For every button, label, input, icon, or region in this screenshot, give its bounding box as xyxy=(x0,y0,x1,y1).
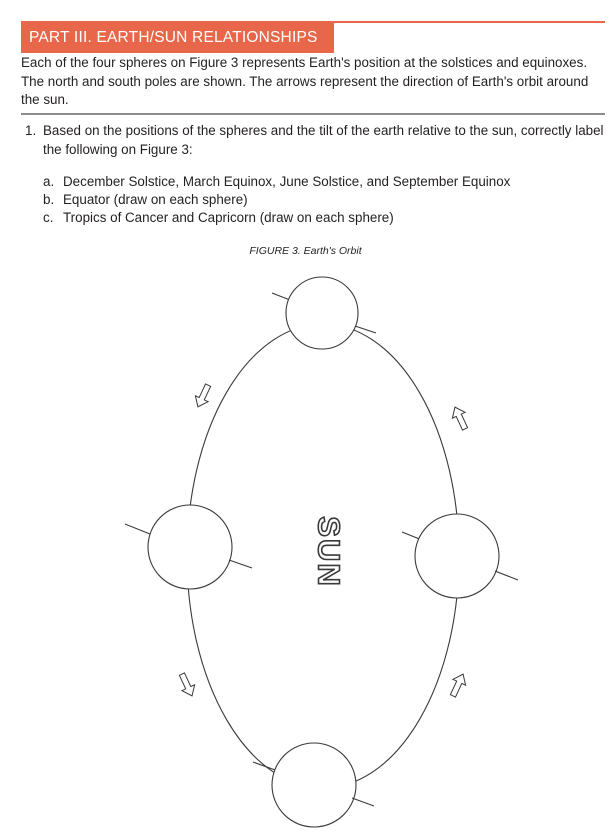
section-banner: PART III. EARTH/SUN RELATIONSHIPS xyxy=(21,23,334,53)
sphere-circle xyxy=(415,514,499,598)
north-pole-marker xyxy=(272,293,290,300)
item-text: December Solstice, March Equinox, June Solstice, and September Equinox xyxy=(63,174,511,189)
question-number: 1. xyxy=(25,123,37,138)
south-pole-marker xyxy=(495,571,518,580)
item-text: Equator (draw on each sphere) xyxy=(63,192,248,207)
sun-label: SUN xyxy=(311,516,347,588)
north-pole-marker xyxy=(253,762,278,771)
sphere-circle xyxy=(272,743,356,827)
earth-sphere-right[interactable] xyxy=(402,514,518,598)
south-pole-marker xyxy=(352,798,374,806)
earth-sphere-bottom[interactable] xyxy=(253,743,374,827)
figure-caption: FIGURE 3. Earth's Orbit xyxy=(249,245,362,257)
north-pole-marker xyxy=(125,524,150,534)
intro-paragraph: Each of the four spheres on Figure 3 represents Earth's position at the solstices and equinoxes. The north and south poles are shown. The arrows represent the direction of Earth's orbit around the sun. xyxy=(21,55,589,107)
item-text: Tropics of Cancer and Capricorn (draw on each sphere) xyxy=(63,210,394,225)
orbit-arrow-lower-right xyxy=(447,671,470,699)
sphere-circle xyxy=(286,277,358,349)
earth-sphere-top[interactable] xyxy=(272,277,376,349)
south-pole-marker xyxy=(229,560,252,568)
item-letter: b. xyxy=(43,192,55,207)
sphere-circle xyxy=(148,505,232,589)
orbit-arrow-upper-left xyxy=(192,382,215,410)
item-letter: c. xyxy=(43,210,54,225)
item-letter: a. xyxy=(43,174,55,189)
orbit-arrow-lower-left xyxy=(176,671,199,699)
orbit-arrow-upper-right xyxy=(449,404,472,432)
earth-sphere-left[interactable] xyxy=(125,505,252,589)
question-text: Based on the positions of the spheres and the tilt of the earth relative to the sun, correctly label the following on Figure 3: xyxy=(43,123,604,157)
